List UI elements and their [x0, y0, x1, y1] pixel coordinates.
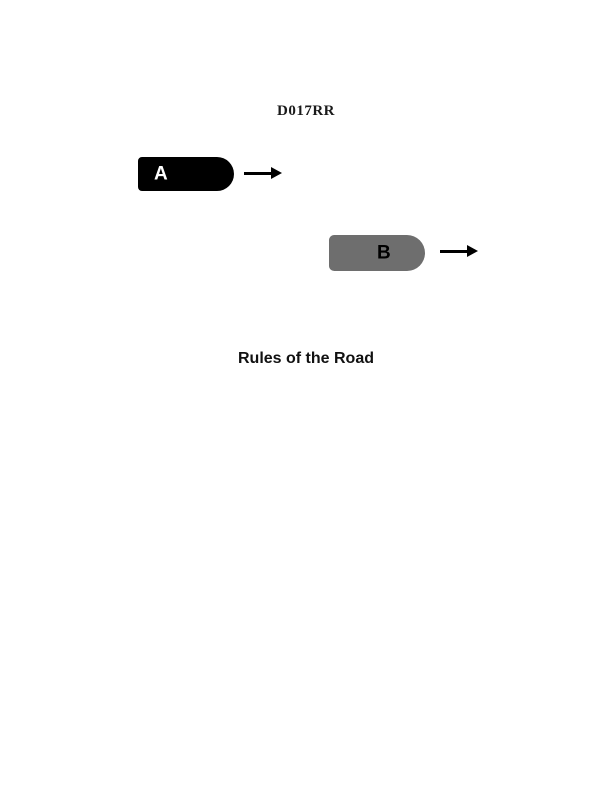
vessel-a-group: [138, 157, 234, 191]
diagram-caption: Rules of the Road: [237, 350, 374, 367]
vessel-b-heading-arrow-icon: [440, 245, 478, 257]
vessel-a-heading-arrow-icon: [244, 167, 282, 179]
vessel-b-label: B: [377, 242, 391, 264]
vessel-a-label: A: [154, 163, 168, 185]
document-code: D017RR: [277, 103, 335, 119]
vessel-b-group: [329, 235, 425, 271]
arrow-head: [271, 167, 282, 179]
arrow-shaft: [440, 250, 468, 253]
arrow-head: [467, 245, 478, 257]
vessel-b-shape: [329, 235, 425, 271]
arrow-shaft: [244, 172, 272, 175]
vessel-a-shape: [138, 157, 234, 191]
